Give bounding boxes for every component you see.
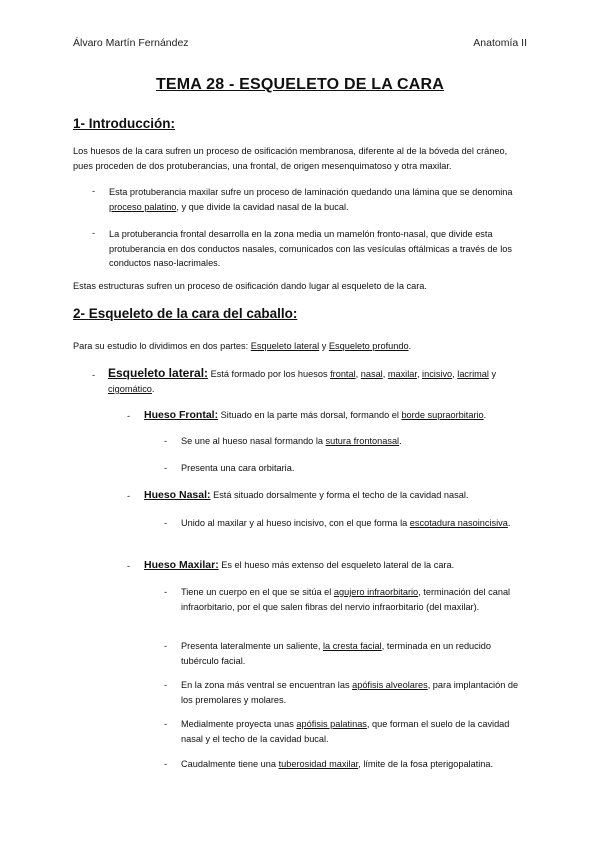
hueso-nasal-title: Hueso Nasal: xyxy=(144,489,211,501)
maxilar-sub1: Tiene un cuerpo en el que se sitúa el agujero infraorbitario, terminación del canal infraorbitario, por el que salen fibras del nervio infraorbitario (del maxilar). xyxy=(181,587,511,612)
bullet-protuberancia-frontal: La protuberancia frontal desarrolla en la zona media un mamelón fronto-nasal, que divide esta protuberancia en dos conductos nasales, comunicados con las vesículas oftálmicas a través de los conductos naso-lacrimales. xyxy=(109,229,512,268)
term-proceso-palatino: proceso palatino xyxy=(109,201,177,212)
header-author: Álvaro Martín Fernández xyxy=(73,37,189,49)
bullet-dash: - xyxy=(164,719,168,729)
bullet-dash: - xyxy=(92,186,96,196)
page-title: TEMA 28 - ESQUELETO DE LA CARA xyxy=(155,76,445,93)
bullet-dash: - xyxy=(127,491,131,501)
esqueleto-lateral-item: Esqueleto lateral: Está formado por los huesos frontal, nasal, maxilar, incisivo, lacrimal y cigomático. xyxy=(108,366,497,394)
link-esqueleto-profundo: Esqueleto profundo xyxy=(328,341,409,351)
bullet-dash: - xyxy=(127,411,131,421)
intro-paragraph: Los huesos de la cara sufren un proceso de osificación membranosa, diferente al de la bóveda del cráneo, pues proceden de dos protuberancias, una frontal, de origen mesenquimatoso y otra maxilar. xyxy=(73,146,508,171)
bullet-dash: - xyxy=(164,518,168,528)
section2-intro: Para su estudio lo dividimos en dos partes: Esqueleto lateral y Esqueleto profundo. xyxy=(73,341,412,351)
section2-heading: 2- Esqueleto de la cara del caballo: xyxy=(73,306,298,321)
nasal-sub1: Unido al maxilar y al hueso incisivo, con el que forma la escotadura nasoincisiva. xyxy=(181,518,511,528)
esqueleto-lateral-title: Esqueleto lateral: xyxy=(108,366,209,380)
outro-paragraph: Estas estructuras sufren un proceso de osificación dando lugar al esqueleto de la cara. xyxy=(73,281,427,291)
bullet-dash: - xyxy=(164,463,168,473)
bullet-proceso-palatino: Esta protuberancia maxilar sufre un proceso de laminación quedando una lámina que se denomina proceso palatino, y que divide la cavidad nasal de la bucal. xyxy=(109,187,513,212)
frontal-sub2: Presenta una cara orbitaria. xyxy=(181,463,295,473)
header-subject: Anatomía II xyxy=(473,37,527,49)
bullet-dash: - xyxy=(164,641,168,651)
bullet-dash: - xyxy=(164,680,168,690)
section1-heading: 1- Introducción: xyxy=(73,116,175,131)
bullet-dash: - xyxy=(127,561,131,571)
maxilar-sub2: Presenta lateralmente un saliente, la cresta facial, terminada en un reducido tubérculo facial. xyxy=(181,641,492,666)
bullet-dash: - xyxy=(164,436,168,446)
hueso-frontal-title: Hueso Frontal: xyxy=(144,409,219,421)
hueso-maxilar-title: Hueso Maxilar: xyxy=(144,559,219,571)
link-esqueleto-lateral: Esqueleto lateral xyxy=(250,341,320,351)
bullet-dash: - xyxy=(164,587,168,597)
maxilar-sub3: En la zona más ventral se encuentran las apófisis alveolares, para implantación de los premolares y molares. xyxy=(181,680,519,705)
bullet-dash: - xyxy=(92,370,96,380)
maxilar-sub5: Caudalmente tiene una tuberosidad maxilar, límite de la fosa pterigopalatina. xyxy=(181,759,494,769)
frontal-sub1: Se une al hueso nasal formando la sutura frontonasal. xyxy=(181,436,402,446)
maxilar-sub4: Medialmente proyecta unas apófisis palatinas, que forman el suelo de la cavidad nasal y el techo de la cavidad bucal. xyxy=(181,719,510,744)
hueso-nasal-item: Hueso Nasal: Está situado dorsalmente y forma el techo de la cavidad nasal. xyxy=(144,489,469,501)
bullet-dash: - xyxy=(92,228,96,238)
hueso-frontal-item: Hueso Frontal: Situado en la parte más dorsal, formando el borde supraorbitario. xyxy=(144,409,487,421)
bullet-dash: - xyxy=(164,759,168,769)
hueso-maxilar-item: Hueso Maxilar: Es el hueso más extenso del esqueleto lateral de la cara. xyxy=(144,559,455,571)
